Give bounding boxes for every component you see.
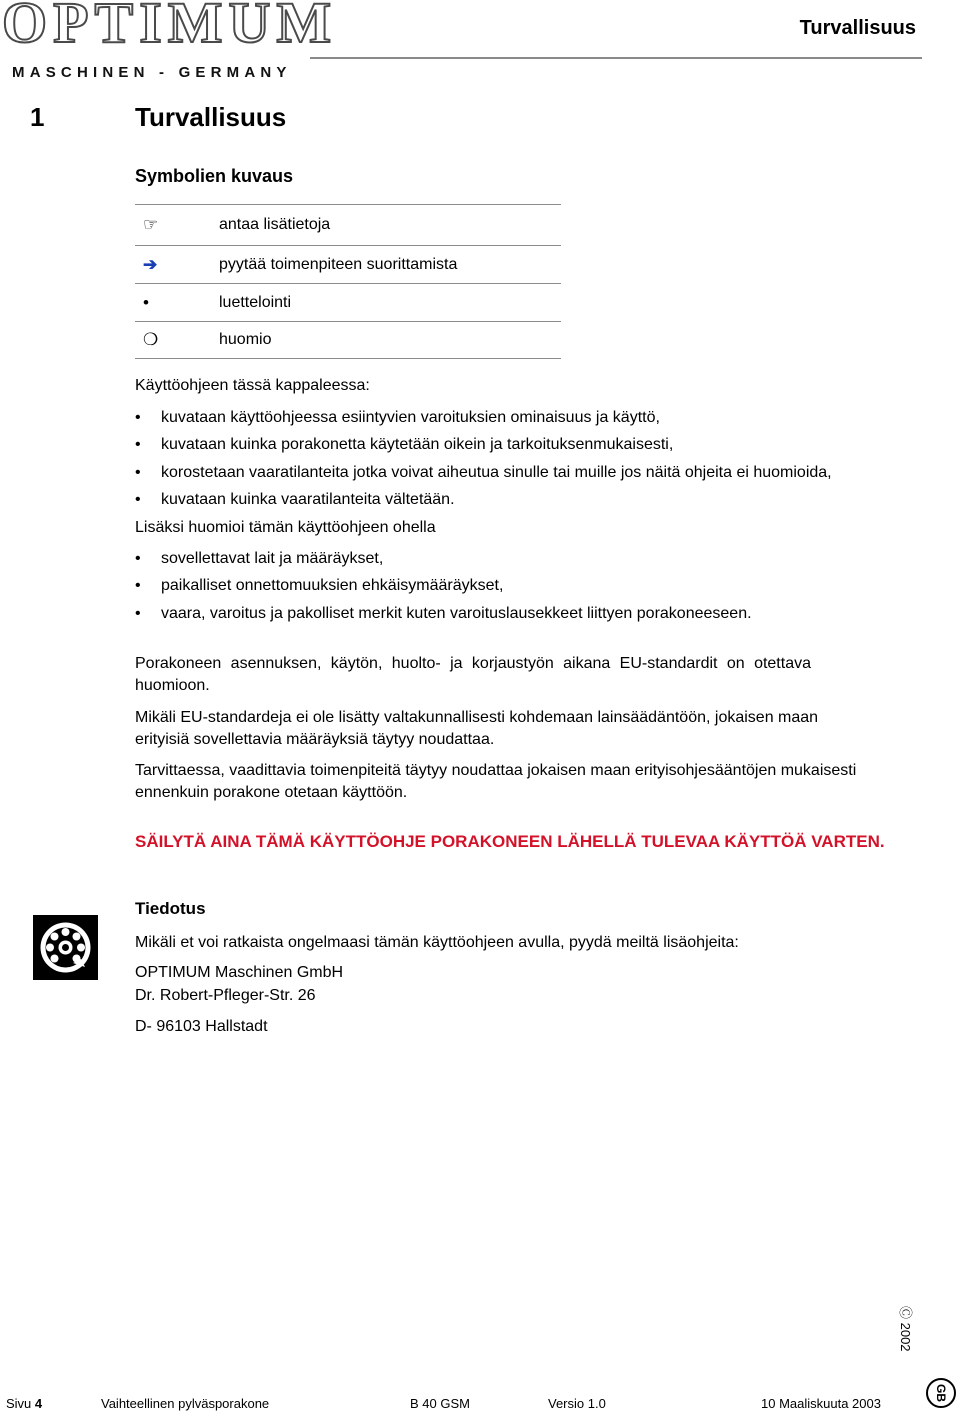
symbol-row (135, 204, 561, 245)
warning-text: SÄILYTÄ AINA TÄMÄ KÄYTTÖOHJE PORAKONEEN LÄHELLÄ TULEVAA KÄYTTÖÄ VARTEN. (135, 832, 885, 851)
country-code: GB (934, 1384, 948, 1402)
bullet-icon: • (143, 292, 149, 312)
list-item (135, 432, 955, 460)
bullet-icon: • (135, 549, 141, 567)
symbols-table (135, 204, 561, 359)
paragraph-standards: Porakoneen asennuksen, käytön, huolto- ja korjaustyön aikana EU-standardit on otettava huomioon. (135, 655, 811, 694)
symbol-description: antaa lisätietoja (219, 216, 331, 233)
list-item (135, 487, 955, 515)
header-title: Turvallisuus (799, 17, 916, 39)
footer-page (6, 1396, 42, 1411)
list-item-text: sovellettavat lait ja määräykset, (161, 549, 384, 567)
company-street: Dr. Robert-Pfleger-Str. 26 (135, 987, 316, 1004)
footer-product: Vaihteellinen pylväsporakone (101, 1396, 270, 1411)
copyright: Ⓒ 2002 (898, 1306, 913, 1352)
paragraph-national: Mikäli EU-standardeja ei ole lisätty valtakunnallisesti kohdemaan lainsäädäntöön, jokaisen maan erityisiä sovellettavia määräyksiä täytyy noudattaa. (135, 709, 819, 748)
bullet-icon: • (135, 436, 141, 454)
bullet-icon: • (135, 577, 141, 595)
list-item-text: korostetaan vaaratilanteita jotka voivat aiheutua sinulle tai muille jos näitä ohjeita ei huomioida, (161, 463, 832, 481)
circle-icon: ❍ (143, 330, 159, 349)
page-label: Sivu (6, 1396, 32, 1411)
arrow-right-icon: ➔ (143, 254, 158, 274)
chapter-number: 1 (30, 102, 45, 132)
country-badge (926, 1378, 956, 1408)
list-item-text: kuvataan kuinka vaaratilanteita vältetään. (161, 491, 455, 509)
footer-model: B 40 GSM (410, 1396, 470, 1411)
list-item-text: vaara, varoitus ja pakolliset merkit kuten varoituslausekkeet liittyen porakoneeseen. (161, 604, 752, 622)
list-item-text: kuvataan kuinka porakonetta käytetään oikein ja tarkoituksenmukaisesti, (161, 436, 674, 454)
symbol-row (135, 283, 561, 321)
intro-lead: Käyttöohjeen tässä kappaleessa: (135, 377, 370, 394)
paragraph-requirements: Tarvittaessa, vaadittavia toimenpiteitä täytyy noudattaa jokaisen maan erityisohjesääntöjen mukaisesti ennenkuin porakone otetaan käyttöön. (135, 762, 857, 801)
info-text: Mikäli et voi ratkaista ongelmaasi tämän käyttöohjeen avulla, pyydä meiltä lisäohjeita: (135, 934, 739, 951)
page-number: 4 (34, 1396, 43, 1411)
logo-subtitle: MASCHINEN - GERMANY (12, 64, 292, 81)
symbol-description: pyytää toimenpiteen suorittamista (219, 255, 458, 273)
pointing-hand-icon: ☞ (143, 215, 159, 234)
additional-lead: Lisäksi huomioi tämän käyttöohjeen ohella (135, 519, 436, 536)
list-item-text: paikalliset onnettomuuksien ehkäisymääräykset, (161, 577, 504, 595)
symbol-row (135, 321, 561, 359)
list-item (135, 404, 955, 432)
bullet-icon: • (135, 491, 141, 509)
bullet-icon: • (135, 604, 141, 622)
bullet-icon: • (135, 463, 141, 481)
list-item (135, 545, 955, 573)
company-name: OPTIMUM Maschinen GmbH (135, 964, 344, 981)
symbol-description: huomio (219, 331, 272, 348)
intro-list (135, 404, 955, 514)
list-item (135, 459, 955, 487)
chapter-title: Turvallisuus (135, 102, 287, 132)
bullet-icon: • (135, 408, 141, 426)
phone-icon (33, 915, 98, 980)
logo: OPTIMUM (2, 0, 338, 55)
info-title: Tiedotus (135, 899, 206, 918)
footer-version: Versio 1.0 (548, 1396, 606, 1411)
list-item (135, 573, 955, 601)
symbols-title: Symbolien kuvaus (135, 166, 294, 186)
additional-list (135, 545, 955, 628)
symbol-row (135, 245, 561, 283)
list-item-text: kuvataan käyttöohjeessa esiintyvien varoituksien ominaisuus ja käyttö, (161, 408, 660, 426)
list-item (135, 600, 955, 628)
company-city: D- 96103 Hallstadt (135, 1018, 268, 1035)
symbol-description: luettelointi (219, 293, 292, 311)
header-rule (310, 57, 922, 59)
footer-date: 10 Maaliskuuta 2003 (761, 1396, 881, 1411)
